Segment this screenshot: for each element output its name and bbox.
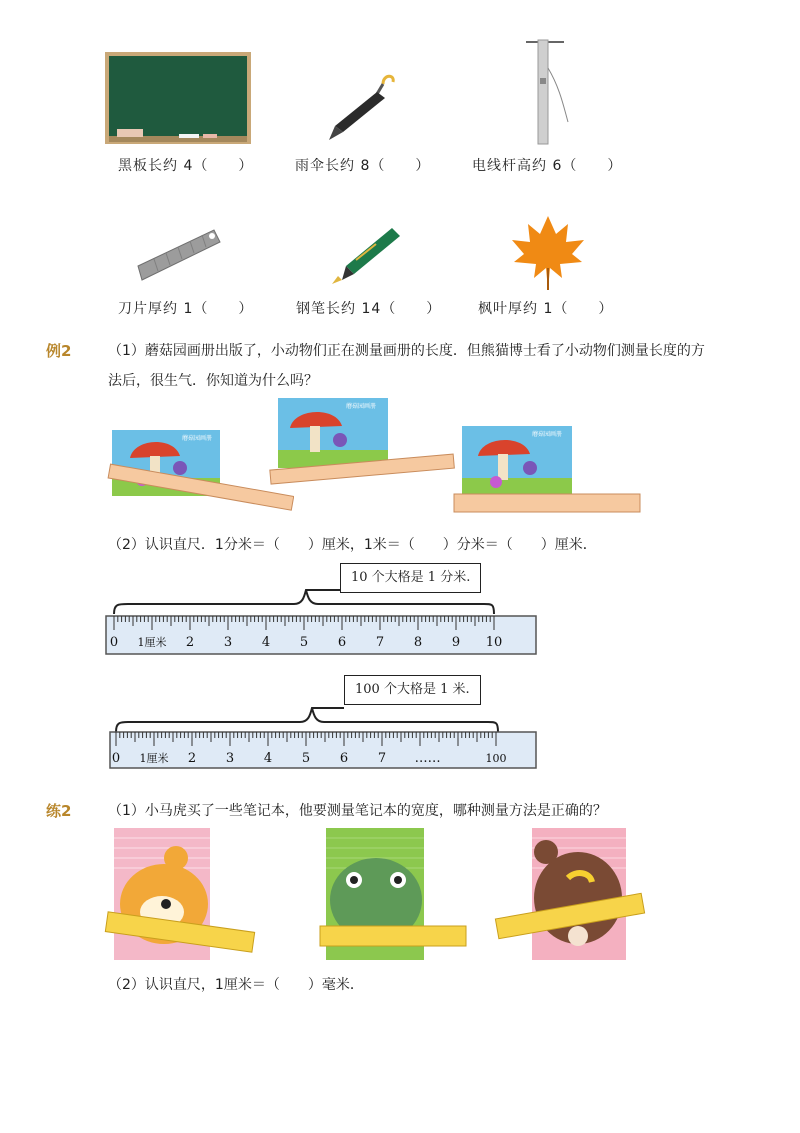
pole-image bbox=[520, 38, 570, 146]
pen-image bbox=[326, 222, 406, 286]
ruler-label: 4 bbox=[261, 635, 271, 650]
ruler-label: 8 bbox=[413, 635, 423, 650]
ruler-label: …… bbox=[414, 751, 441, 766]
book-measure-scene-2 bbox=[268, 396, 458, 488]
ruler-label: 5 bbox=[301, 751, 311, 766]
blade-image bbox=[134, 224, 224, 284]
label-blackboard: 黑板长约 4（ ） bbox=[118, 158, 254, 174]
ruler2 bbox=[104, 690, 540, 772]
ruler-label: 1厘米 bbox=[139, 752, 169, 765]
ruler-label: 5 bbox=[299, 635, 309, 650]
book-measure-scene-3 bbox=[452, 424, 642, 516]
label-umbrella: 雨伞长约 8（ ） bbox=[295, 158, 431, 174]
ruler-label: 7 bbox=[375, 635, 385, 650]
practice2-question2: （2）认识直尺，1厘米＝（ ）毫米． bbox=[108, 977, 364, 993]
label-blade: 刀片厚约 1（ ） bbox=[118, 301, 254, 317]
practice2-tag: 练2 bbox=[46, 802, 72, 820]
ruler1 bbox=[104, 578, 540, 660]
example2-question1-line1: （1）蘑菇园画册出版了，小动物们正在测量画册的长度．但熊猫博士看了小动物们测量长度的方 bbox=[108, 343, 705, 359]
ruler-label: 0 bbox=[111, 751, 121, 766]
notebook-scene-1 bbox=[104, 826, 258, 962]
ruler-label: 6 bbox=[337, 635, 347, 650]
example2-question2: （2）认识直尺．1分米＝（ ）厘米，1米＝（ ）分米＝（ ）厘米． bbox=[108, 537, 597, 553]
example2-tag: 例2 bbox=[46, 342, 72, 360]
ruler-label: 9 bbox=[451, 635, 461, 650]
label-pen: 钢笔长约 14（ ） bbox=[296, 301, 442, 317]
ruler1-note: 10 个大格是 1 分米. bbox=[340, 563, 481, 593]
book-title-2: 蘑菇园画册 bbox=[346, 403, 377, 410]
notebook-scene-3 bbox=[494, 826, 646, 962]
ruler-label: 0 bbox=[109, 635, 119, 650]
maple-leaf-image bbox=[508, 212, 588, 292]
umbrella-image bbox=[325, 70, 400, 142]
ruler-label: 3 bbox=[223, 635, 233, 650]
label-pole: 电线杆高约 6（ ） bbox=[472, 158, 623, 174]
ruler-label: 2 bbox=[185, 635, 195, 650]
ruler-label: 7 bbox=[377, 751, 387, 766]
label-leaf: 枫叶厚约 1（ ） bbox=[478, 301, 614, 317]
book-title-3: 蘑菇园画册 bbox=[532, 431, 563, 438]
ruler-label: 6 bbox=[339, 751, 349, 766]
ruler-label: 10 bbox=[485, 635, 503, 650]
blackboard-image bbox=[105, 52, 251, 144]
ruler-label: 4 bbox=[263, 751, 273, 766]
example2-question1-line2: 法后，很生气．你知道为什么吗？ bbox=[108, 373, 318, 389]
notebook-scene-2 bbox=[318, 826, 468, 962]
ruler2-note: 100 个大格是 1 米. bbox=[344, 675, 481, 705]
book-measure-scene-1 bbox=[104, 428, 294, 528]
ruler-label: 1厘米 bbox=[137, 636, 167, 649]
ruler-label: 2 bbox=[187, 751, 197, 766]
ruler-label: 3 bbox=[225, 751, 235, 766]
practice2-question1: （1）小马虎买了一些笔记本，他要测量笔记本的宽度，哪种测量方法是正确的？ bbox=[108, 803, 607, 819]
book-title-1: 蘑菇园画册 bbox=[182, 435, 213, 442]
ruler-label: 100 bbox=[485, 752, 507, 765]
